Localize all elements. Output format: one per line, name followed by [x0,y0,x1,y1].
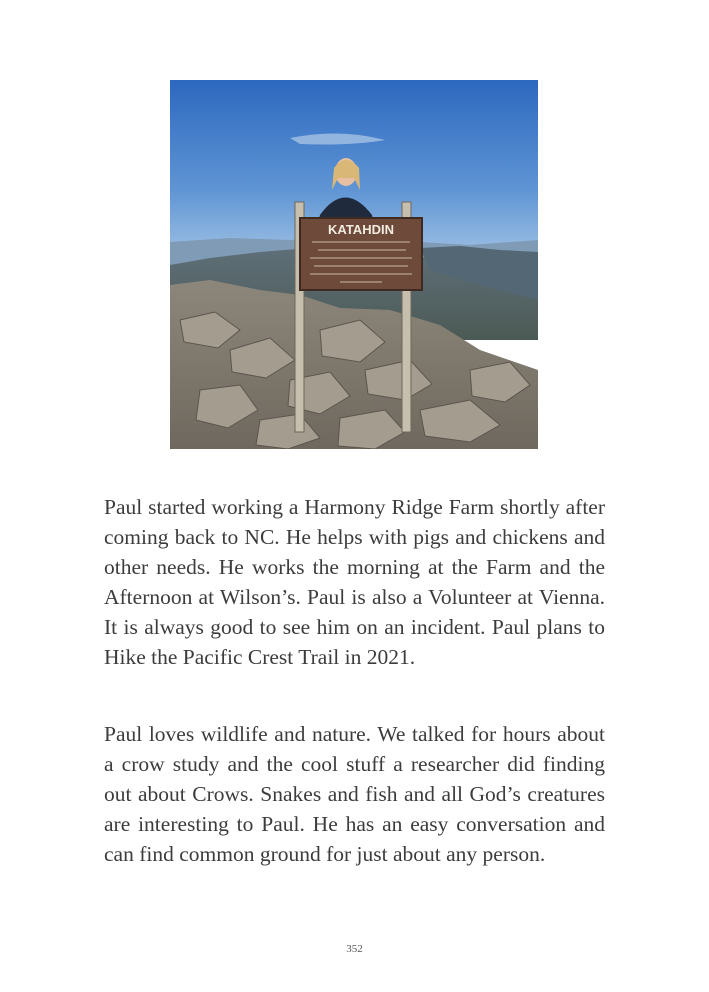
paragraph-2: Paul loves wildlife and nature. We talked for hours about a crow study and the cool stuff a researcher did finding out about Crows. Snakes and fish and all God’s creatures are interesting to Paul. He has an easy conversation and can find common ground for just about any person. [104,722,605,866]
page-number: 352 [346,943,363,955]
katahdin-sign [300,218,422,290]
katahdin-summit-photo [170,80,538,449]
sign-title: KATAHDIN [328,222,394,237]
paragraph-1: Paul started working a Harmony Ridge Farm shortly after coming back to NC. He helps with pigs and chickens and other needs. He works the morning at the Farm and the Afternoon at Wilson’s. Paul is also a Volunteer at Vienna. It is always good to see him on an incident. Paul plans to Hike the Pacific Crest Trail in 2021. [104,495,605,669]
